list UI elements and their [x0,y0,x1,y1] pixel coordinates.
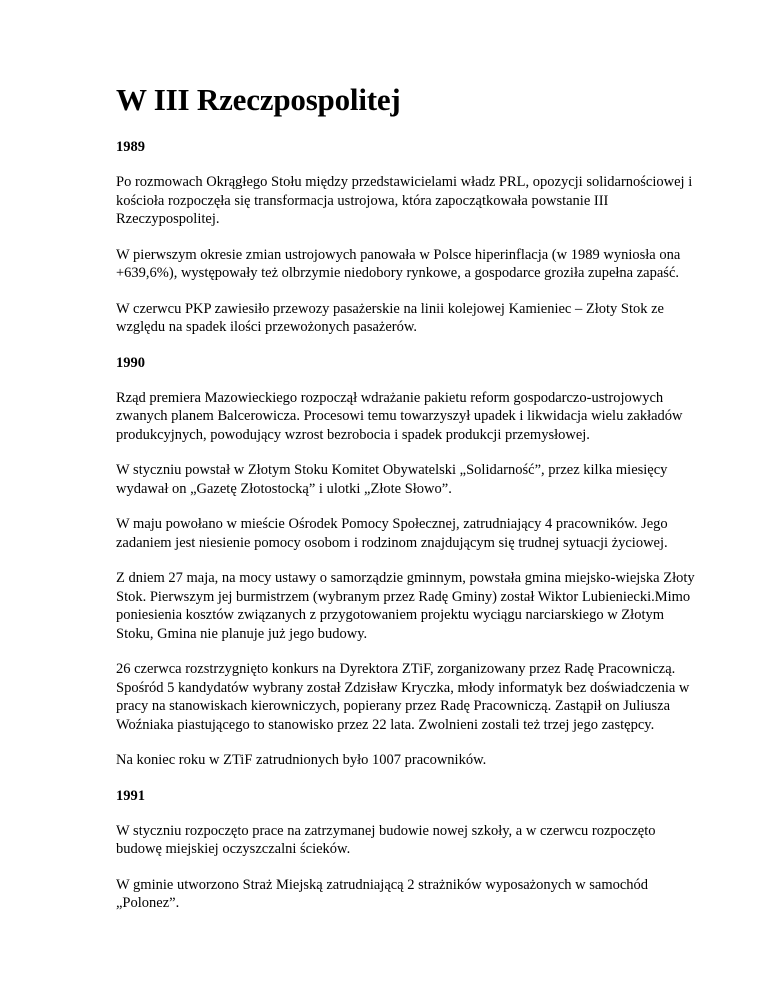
paragraph: Z dniem 27 maja, na mocy ustawy o samorządzie gminnym, powstała gmina miejsko-wiejska Złoty Stok. Pierwszym jej burmistrzem (wybranym przez Radę Gminy) został Wiktor Lubieniecki.Mimo poniesienia kosztów związanych z przygotowaniem projektu wyciągu narciarskiego w Złotym Stoku, Gmina nie planuje już jego budowy. [116,570,695,642]
paragraph: W czerwcu PKP zawiesiło przewozy pasażerskie na linii kolejowej Kamieniec – Złoty Stok ze względu na spadek ilości przewożonych pasażerów. [116,300,664,335]
paragraph: 26 czerwca rozstrzygnięto konkurs na Dyrektora ZTiF, zorganizowany przez Radę Pracowniczą. Spośród 5 kandydatów wybrany został Zdzisław Kryczka, młody informatyk bez doświadczenia w pracy na stanowiskach kierowniczych, popierany przez Radę Pracowniczą. Zastąpił on Juliusza Woźniaka piastującego to stanowisko przez 22 lata. Zwolnieni zostali też trzej jego zastępcy. [116,661,690,733]
paragraph: W maju powołano w mieście Ośrodek Pomocy Społecznej, zatrudniający 4 pracowników. Jego zadaniem jest niesienie pomocy osobom i rodzinom znajdującym się trudnej sytuacji życiowej. [116,516,668,551]
section-year-1991: 1991 [116,787,145,804]
paragraph: W pierwszym okresie zmian ustrojowych panowała w Polsce hiperinflacja (w 1989 wyniosła ona +639,6%), występowały też olbrzymie niedobory rynkowe, a gospodarce groziła zupełna zapaść. [116,246,681,281]
paragraph: Rząd premiera Mazowieckiego rozpoczął wdrażanie pakietu reform gospodarczo-ustrojowych zwanych planem Balcerowicza. Procesowi temu towarzyszył upadek i likwidacja wielu zakładów produkcyjnych, powodujący wzrost bezrobocia i spadek produkcji przemysłowej. [116,389,683,443]
paragraph: W styczniu powstał w Złotym Stoku Komitet Obywatelski „Solidarność”, przez kilka miesięcy wydawał on „Gazetę Złotostocką” i ulotki „Złote Słowo”. [116,462,668,497]
document-title: W III Rzeczpospolitej [116,82,401,117]
paragraph: Po rozmowach Okrągłego Stołu między przedstawicielami władz PRL, opozycji solidarnościowej i kościoła rozpoczęła się transformacja ustrojowa, która zapoczątkowała powstanie III Rzeczypospolitej. [116,174,693,227]
section-year-1990: 1990 [116,354,145,371]
paragraph: Na koniec roku w ZTiF zatrudnionych było 1007 pracowników. [116,752,487,768]
section-year-1989: 1989 [116,139,145,155]
paragraph: W gminie utworzono Straż Miejską zatrudniającą 2 strażników wyposażonych w samochód „Polonez”. [116,876,649,911]
paragraph: W styczniu rozpoczęto prace na zatrzymanej budowie nowej szkoły, a w czerwcu rozpoczęto budowę miejskiej oczyszczalni ścieków. [116,822,656,857]
